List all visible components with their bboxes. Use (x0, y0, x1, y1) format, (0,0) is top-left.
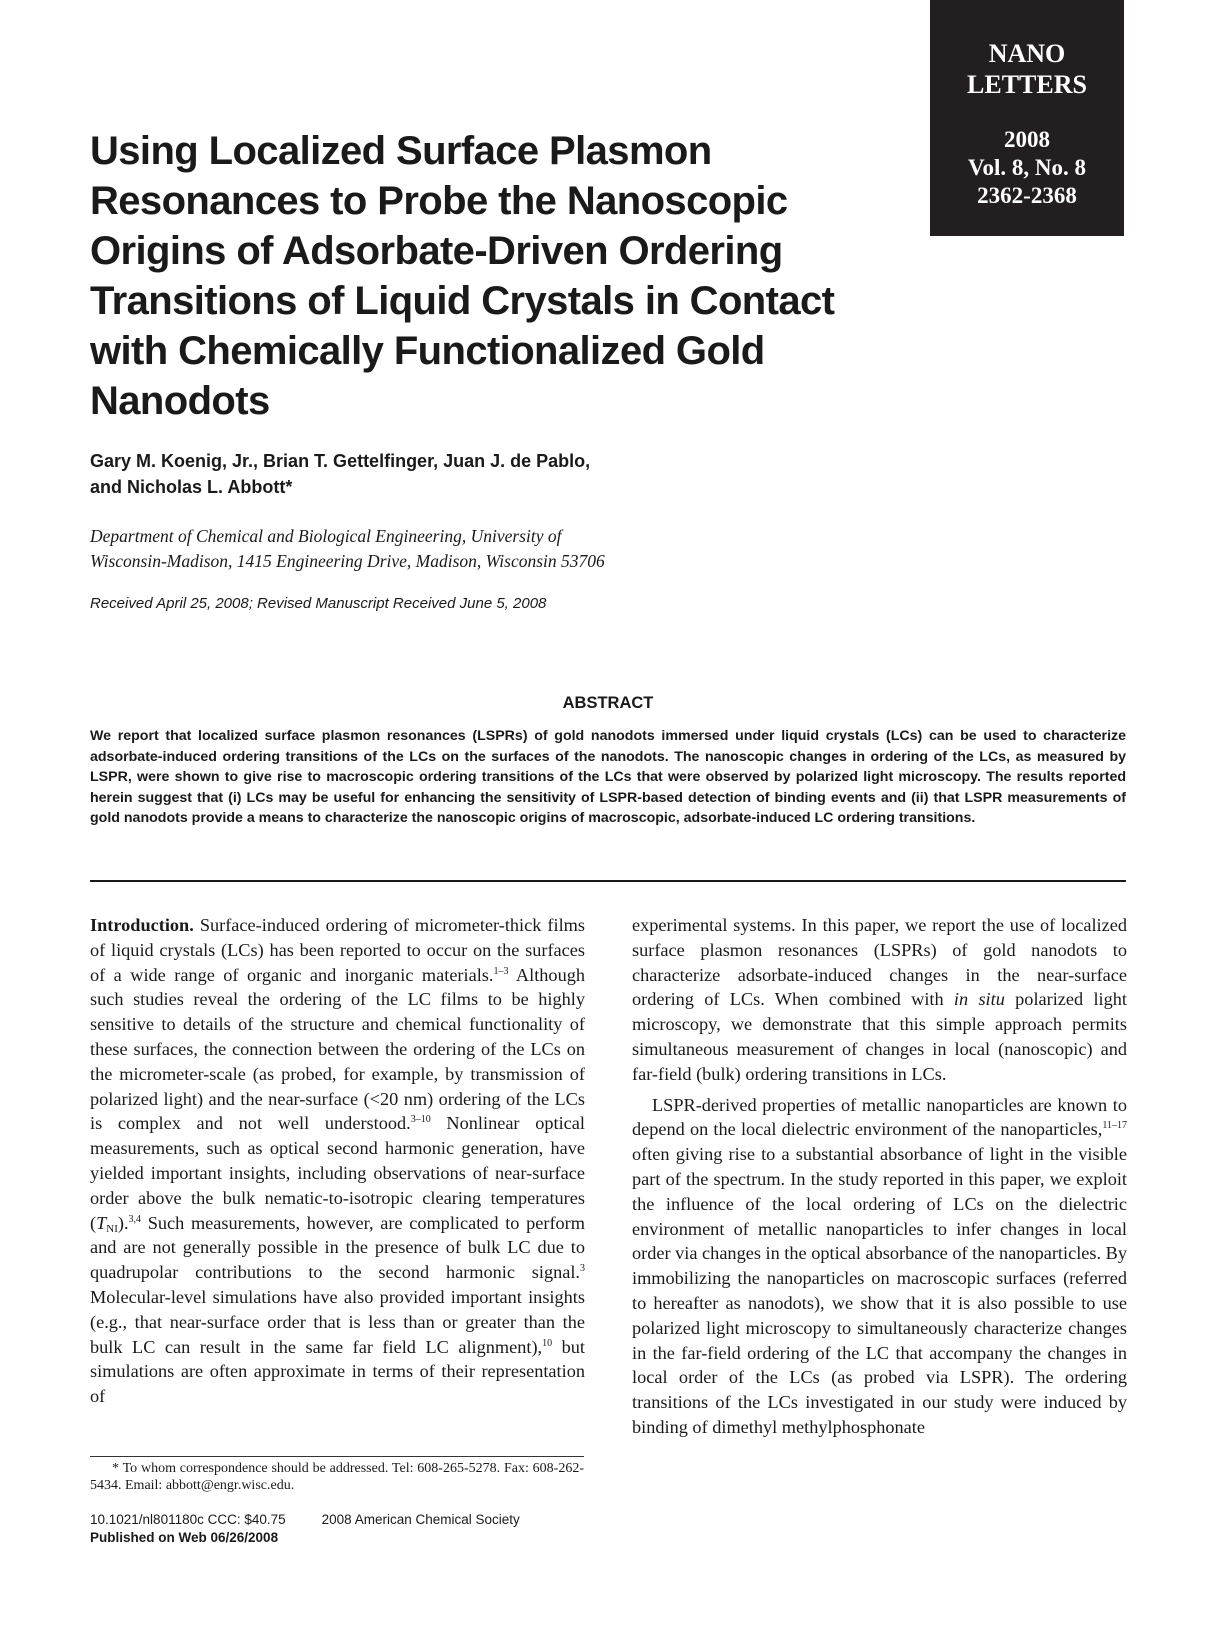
published-date: Published on Web 06/26/2008 (90, 1530, 279, 1545)
section-divider (90, 880, 1126, 882)
intro-text-6: Molecular-level simulations have also provided important insights (e.g., that near-surface order that is less than or greater than the bulk LC can result in the same far field LC alignment), (90, 1286, 585, 1357)
author-list (90, 448, 790, 500)
intro-text-4: ). (117, 1212, 129, 1233)
paper-title: Using Localized Surface Plasmon Resonances to Probe the Nanoscopic Origins of Adsorbate-Driven Ordering Transitions of Liquid Crystals in Contact with Chemically Functionalized Gold Nanodots (90, 129, 835, 423)
copyright-text: 2008 American Chemical Society (321, 1512, 520, 1527)
intro-text-7: but simulations are often approximate in terms of their representation of (90, 1336, 585, 1407)
footnote-divider (90, 1456, 584, 1457)
authors-line1: Gary M. Koenig, Jr., Brian T. Gettelfinger, Juan J. de Pablo, (90, 451, 591, 471)
citation-ref[interactable]: 10 (542, 1337, 553, 1349)
doi-text[interactable]: 10.1021/nl801180c CCC: $40.75 (90, 1512, 286, 1527)
body-paragraph-1 (632, 913, 1127, 1087)
body-column-right (632, 913, 1127, 1440)
journal-volume: Vol. 8, No. 8 (968, 155, 1086, 180)
affiliation-line1: Department of Chemical and Biological Engineering, University of (90, 526, 562, 546)
citation-ref[interactable]: 3 (580, 1263, 585, 1275)
journal-name-line1: NANO (988, 39, 1066, 68)
affiliation (90, 524, 810, 574)
citation-ref[interactable]: 3–10 (410, 1114, 431, 1126)
journal-issue-info (930, 126, 1124, 210)
introduction-paragraph (90, 913, 585, 1409)
journal-badge (930, 0, 1124, 236)
intro-text-5: Such measurements, however, are complicated to perform and are not generally possible in the presence of bulk LC due to quadrupolar contributions to the second harmonic signal. (90, 1212, 585, 1283)
citation-ref[interactable]: 3,4 (128, 1213, 142, 1225)
citation-ref[interactable]: 1–3 (493, 965, 509, 977)
para1-text-a: experimental systems. In this paper, we report the use of localized surface plasmon resonances (LSPRs) of gold nanodots to characterize adsorbate-induced changes in the near-surface ordering of LCs. When combined with (632, 915, 1127, 1010)
journal-name (930, 38, 1124, 100)
authors-line2: and Nicholas L. Abbott* (90, 477, 293, 497)
body-column-left (90, 913, 585, 1409)
para2-text-a: LSPR-derived properties of metallic nanoparticles are known to depend on the local dielectric environment of the nanoparticles, (632, 1094, 1127, 1140)
para2-text-b: often giving rise to a substantial absorbance of light in the visible part of the spectrum. In the study reported in this paper, we exploit the influence of the local ordering of LCs on the dielectric environment of metallic nanoparticles to infer changes in local order via changes in the optical absorbance of the nanoparticles. By immobilizing the nanoparticles on macroscopic surfaces (referred to hereafter as nanodots), we show that it is also possible to use polarized light microscopy to simultaneously characterize changes in the far-field ordering of the LC that accompany the changes in local order of the LCs (as probed via LSPR). The ordering transitions of the LCs investigated in our study were induced by binding of dimethyl methylphosphonate (632, 1144, 1127, 1437)
tni-symbol: T (96, 1212, 107, 1233)
intro-text-1: Surface-induced ordering of micrometer-thick films of liquid crystals (LCs) has been reported to occur on the surfaces of a wide range of organic and inorganic materials. (90, 915, 585, 985)
doi-line (90, 1511, 690, 1529)
journal-name-line2: LETTERS (967, 70, 1087, 99)
citation-ref[interactable]: 11–17 (1102, 1120, 1127, 1132)
received-dates: Received April 25, 2008; Revised Manuscript Received June 5, 2008 (90, 595, 547, 612)
para1-text-b: polarized light microscopy, we demonstrate that this simple approach permits simultaneous measurement of changes in local (nanoscopic) and far-field (bulk) ordering transitions in LCs. (632, 989, 1127, 1084)
correspondence-footnote: * To whom correspondence should be addressed. Tel: 608-265-5278. Fax: 608-262-5434. Email: abbott@engr.wisc.edu. (90, 1461, 584, 1493)
publication-info (90, 1511, 690, 1547)
intro-heading: Introduction. (90, 915, 194, 935)
body-paragraph-2 (632, 1093, 1127, 1440)
in-situ-term: in situ (953, 989, 1005, 1010)
tni-subscript: NI (106, 1222, 118, 1235)
affiliation-line2: Wisconsin-Madison, 1415 Engineering Drive, Madison, Wisconsin 53706 (90, 551, 605, 571)
intro-text-3: Nonlinear optical measurements, such as optical second harmonic generation, have yielded important insights, including observations of near-surface order above the bulk nematic-to-isotropic clearing temperatures ( (90, 1113, 585, 1233)
abstract-text: We report that localized surface plasmon resonances (LSPRs) of gold nanodots immersed under liquid crystals (LCs) can be used to characterize adsorbate-induced ordering transitions of the LCs on the surfaces of the nanodots. The nanoscopic changes in ordering of the LCs, as measured by LSPR, were shown to give rise to macroscopic ordering transitions of the LCs that were observed by polarized light microscopy. The results reported herein suggest that (i) LCs may be useful for enhancing the sensitivity of LSPR-based detection of binding events and (ii) that LSPR measurements of gold nanodots provide a means to characterize the nanoscopic origins of macroscopic, adsorbate-induced LC ordering transitions. (90, 728, 1126, 826)
journal-pages: 2362-2368 (977, 183, 1077, 208)
journal-year: 2008 (1004, 127, 1050, 152)
intro-text-2: Although such studies reveal the ordering of the LC films to be highly sensitive to details of the structure and chemical functionality of these surfaces, the connection between the ordering of the LCs on the micrometer-scale (as probed, for example, by transmission of polarized light) and the near-surface (<20 nm) ordering of the LCs is complex and not well understood. (90, 964, 585, 1134)
abstract-heading: ABSTRACT (562, 694, 654, 712)
